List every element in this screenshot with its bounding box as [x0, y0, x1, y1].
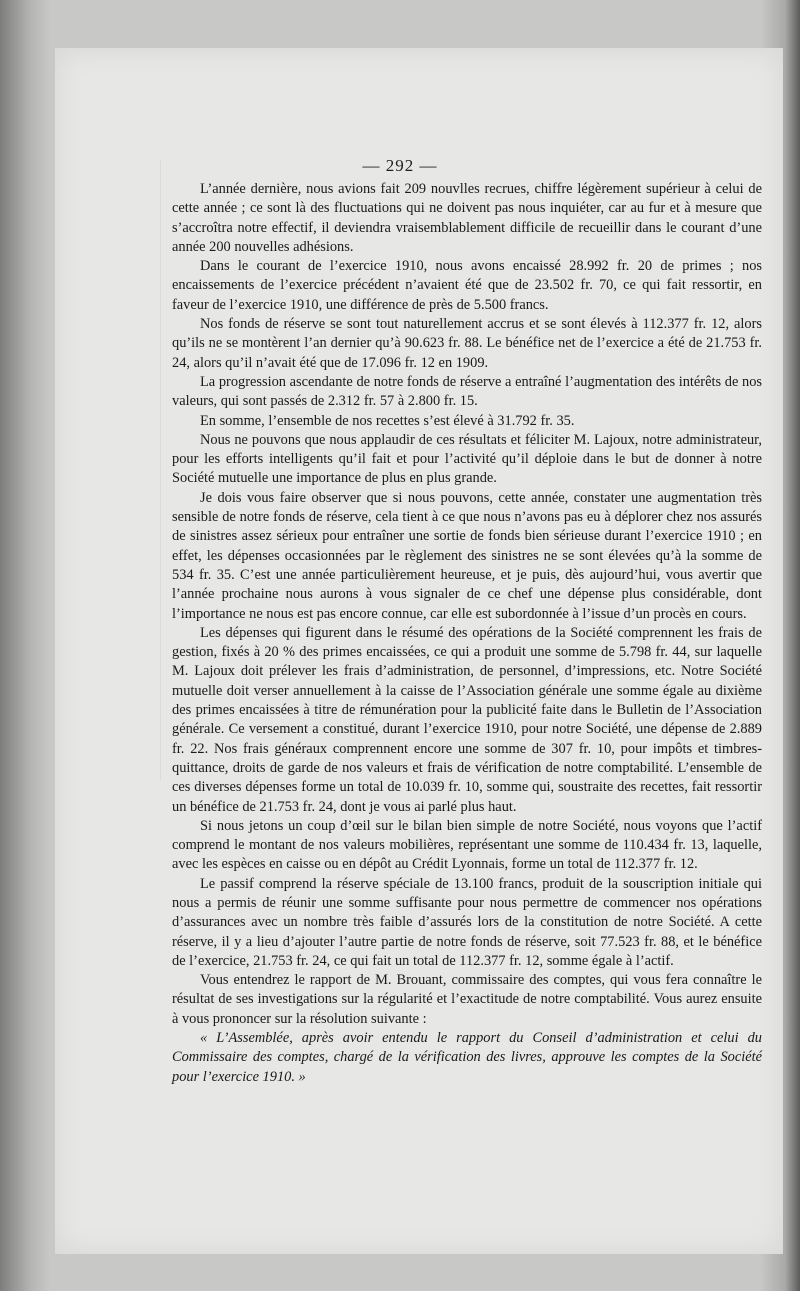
paragraph-administrator: Nous ne pouvons que nous applaudir de ces résultats et féliciter M. Lajoux, notre administrateur, pour les efforts intelligents qu’il fait et pour l’activité qu’il déploie dans le but de donner à notre Société mutuelle une importance de plus en plus grande. — [172, 431, 762, 487]
paragraph-total-receipts: En somme, l’ensemble de nos recettes s’est élevé à 31.792 fr. 35. — [200, 412, 575, 429]
paragraph-interest: La progression ascendante de notre fonds de réserve a entraîné l’augmentation des intérêts de nos valeurs, qui sont passés de 2.312 fr. 57 à 2.800 fr. 15. — [172, 373, 762, 410]
paragraph-premiums: Dans le courant de l’exercice 1910, nous avons encaissé 28.992 fr. 20 de primes ; nos encaissements de l’exercice précédent n’avaient été que de 23.502 fr. 70, ce qui fait ressortir, en faveur de l’exercice 1910, une différence de près de 5.500 francs. — [172, 258, 762, 313]
body-text — [172, 180, 762, 1087]
paragraph-recruits: L’année dernière, nous avions fait 209 nouvlles recrues, chiffre légèrement supérieur à celui de cette année ; ce sont là des fluctuations qui ne doivent pas nous inquiéter, car au fur et à mesure que s’accroîtra notre effectif, il deviendra vraisemblablement difficile de recueillir dans le courant d’une année 200 nouvelles adhésions. — [172, 181, 762, 255]
paragraph-auditor: Vous entendrez le rapport de M. Brouant, commissaire des comptes, qui vous fera connaître le résultat de ses investigations sur la régularité et l’exactitude de notre comptabilité. Vous aurez ensuite à vous prononcer sur la résolution suivante : — [172, 972, 762, 1027]
paragraph-reserve-funds: Nos fonds de réserve se sont tout naturellement accrus et se sont élevés à 112.377 fr. 12, alors qu’ils ne se montèrent l’an dernier qu’à 90.623 fr. 88. Le bénéfice net de l’exercice a été de 21.753 fr. 24, alors qu’il n’avait été que de 17.096 fr. 12 en 1909. — [172, 316, 762, 371]
paragraph-assets: Si nous jetons un coup d’œil sur le bilan bien simple de notre Société, nous voyons que l’actif comprend le montant de nos valeurs mobilières, représentant une somme de 110.434 fr. 13, laquelle, avec les espèces en caisse ou en dépôt au Crédit Lyonnais, forme un total de 112.377 fr. 12. — [172, 817, 762, 873]
resolution-quote: « L’Assemblée, après avoir entendu le rapport du Conseil d’administration et celui du Commissaire des comptes, chargé de la vérification des livres, approuve les comptes de la Société pour l’exercice 1910. » — [172, 1030, 762, 1085]
paragraph-claims: Je dois vous faire observer que si nous pouvons, cette année, constater une augmentation très sensible de notre fonds de réserve, cela tient à ce que nous n’avons pas eu à déplorer chez nos assurés de sinistres assez sérieux pour entraîner une sortie de fonds bien sérieuse durant l’exercice 1910 ; en effet, les dépenses occasionnées par le règlement des sinistres ne se sont élevées qu’à la somme de 534 fr. 35. C’est une année particulièrement heureuse, et je puis, dès aujourd’hui, vous avertir que l’année prochaine nous aurons à vous signaler de ce chef une dépense plus considérable, dont l’importance ne nous est pas encore connue, car elle est subordonnée à l’issue d’un procès en cours. — [172, 489, 762, 622]
paragraph-liabilities: Le passif comprend la réserve spéciale de 13.100 francs, produit de la souscription initiale qui nous a permis de réunir une somme suffisante pour nous permettre de commencer nos opérations d’assurances avec un nombre très faible d’assurés lors de la constitution de notre Société. A cette réserve, il y a lieu d’ajouter l’autre partie de notre fonds de réserve, soit 77.523 fr. 88, et le bénéfice de l’exercice, 21.753 fr. 24, ce qui fait un total de 112.377 fr. 12, somme égale à l’actif. — [172, 875, 762, 969]
paper-fold — [160, 160, 161, 780]
paragraph-expenses: Les dépenses qui figurent dans le résumé des opérations de la Société comprennent les frais de gestion, fixés à 20 % des primes encaissées, ce qui a produit une somme de 5.798 fr. 44, sur laquelle M. Lajoux doit prélever les frais d’administration, de personnel, d’impressions, etc. Notre Société mutuelle doit verser annuellement à la caisse de l’Association générale une somme égale au dixième des primes encaissées à titre de rémunération pour la publicité faite dans le Bulletin de l’Association générale. Ce versement a constitué, durant l’exercice 1910, pour notre Société, une dépense de 2.889 fr. 22. Nos frais généraux comprennent encore une somme de 307 fr. 10, pour impôts et timbres-quittance, droits de garde de nos valeurs et frais de vérification de notre comptabilité. L’ensemble de ces diverses dépenses forme un total de 10.039 fr. 10, somme qui, soustraite des recettes, fait ressortir un bénéfice de 21.753 fr. 24, dont je vous ai parlé plus haut. — [172, 624, 762, 815]
page-number: — 292 — — [362, 156, 438, 175]
